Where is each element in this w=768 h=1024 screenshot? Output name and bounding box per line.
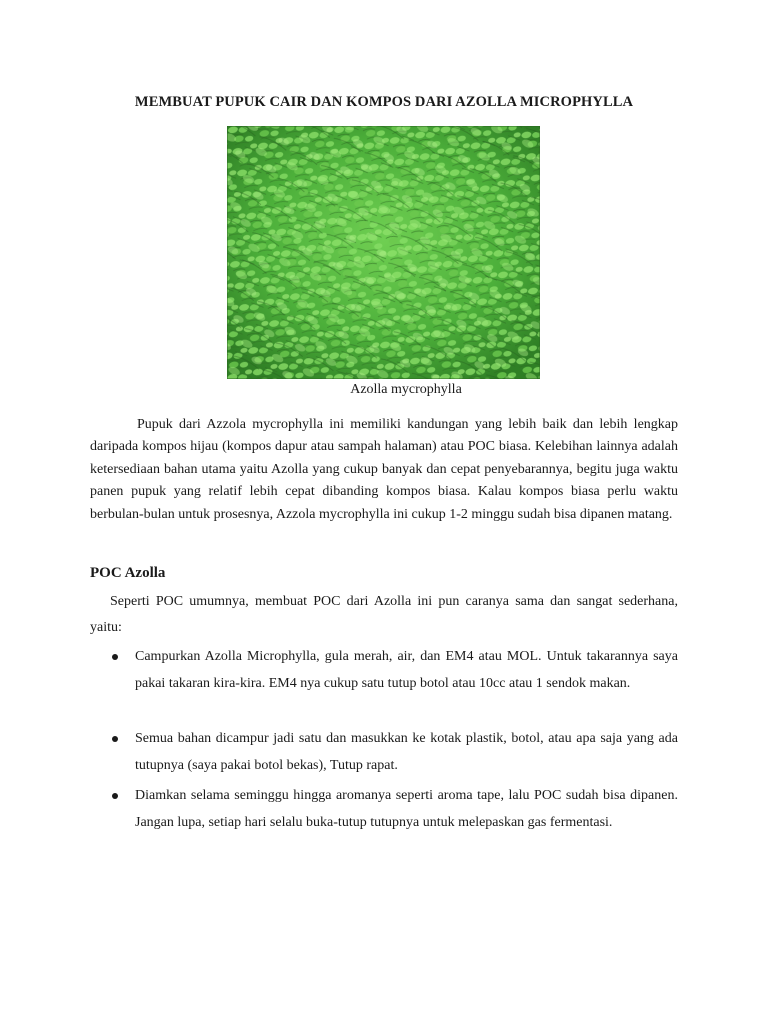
list-item <box>90 643 678 725</box>
list-item <box>90 782 678 863</box>
step-text: Campurkan Azolla Microphylla, gula merah, air, dan EM4 atau MOL. Untuk takarannya saya pakai takaran kira-kira. EM4 nya cukup satu tutup botol atau 10cc atau 1 sendok makan. <box>135 649 678 691</box>
bullet-icon <box>112 654 118 660</box>
section-lead-paragraph: Seperti POC umumnya, membuat POC dari Azolla ini pun caranya sama dan sangat sederhana, yaitu: <box>90 594 678 635</box>
intro-paragraph: Pupuk dari Azzola mycrophylla ini memiliki kandungan yang lebih baik dan lebih lengkap daripada kompos hijau (kompos dapur atau sampah halaman) atau POC biasa. Kelebihan lainnya adalah ketersediaan bahan utama yaitu Azolla yang cukup banyak dan cepat penyebarannya, begitu juga waktu panen pupuk yang relatif lebih cepat dibanding kompos biasa. Kalau kompos biasa perlu waktu berbulan-bulan untuk prosesnya, Azzola mycrophylla ini cukup 1-2 minggu sudah bisa dipanen matang. <box>90 417 678 522</box>
steps-list <box>90 643 678 863</box>
step-text: Semua bahan dicampur jadi satu dan masukkan ke kotak plastik, botol, atau apa saja yang ada tutupnya (saya pakai botol bekas), Tutup rapat. <box>135 731 678 773</box>
step-text: Diamkan selama seminggu hingga aromanya seperti aroma tape, lalu POC sudah bisa dipanen. Jangan lupa, setiap hari selalu buka-tutup tutupnya untuk melepaskan gas fermentasi. <box>135 788 678 830</box>
bullet-icon <box>112 793 118 799</box>
figure-caption: Azolla mycrophylla <box>350 382 462 397</box>
document-title: MEMBUAT PUPUK CAIR DAN KOMPOS DARI AZOLLA MICROPHYLLA <box>134 94 634 110</box>
azolla-photo <box>227 126 540 379</box>
section-heading: POC Azolla <box>90 565 166 581</box>
list-item <box>90 725 678 782</box>
bullet-icon <box>112 736 118 742</box>
